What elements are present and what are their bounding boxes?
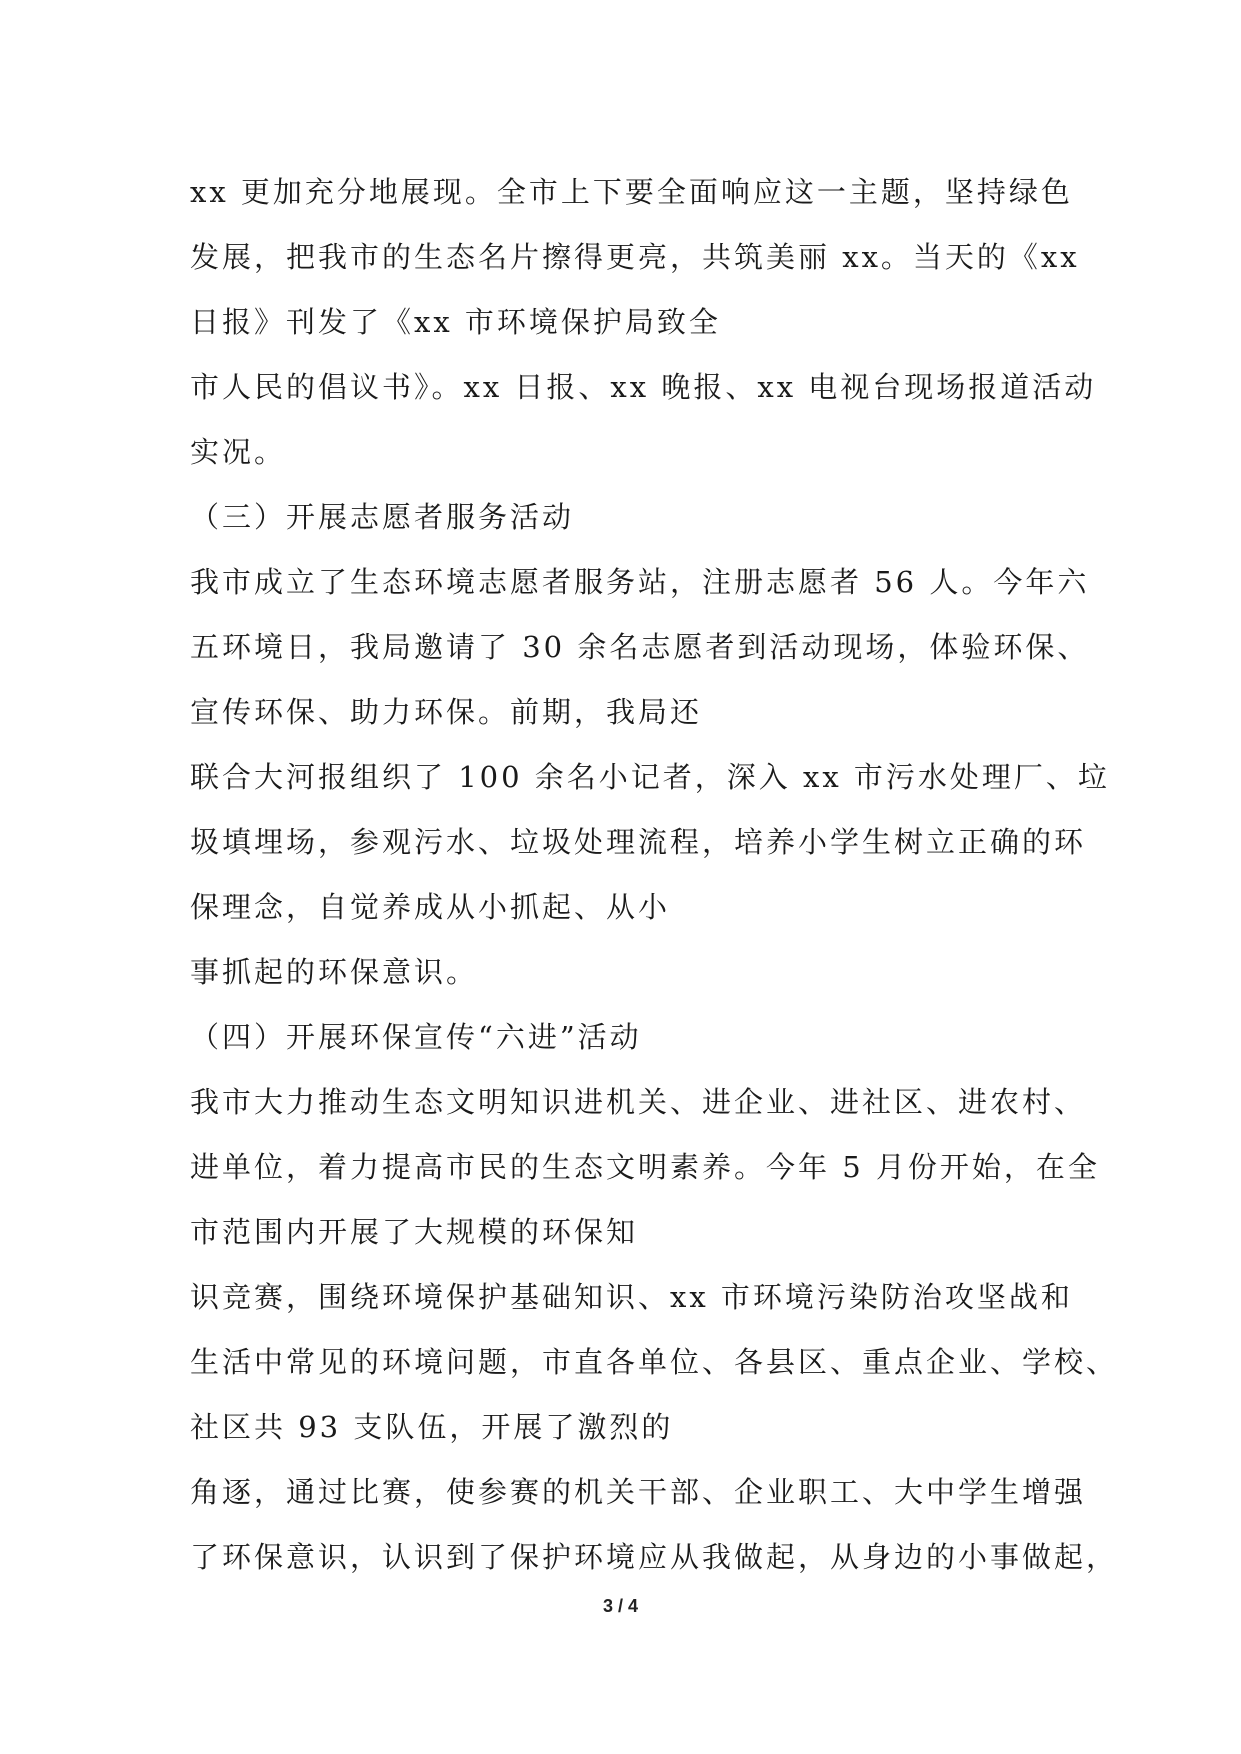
text-line: xx 更加充分地展现。全市上下要全面响应这一主题，坚持绿色 (190, 175, 1073, 209)
text-line: 识竞赛，围绕环境保护基础知识、xx 市环境污染防治攻坚战和 (190, 1280, 1073, 1314)
text-line: 进单位，着力提高市民的生态文明素养。今年 5 月份开始，在全 (190, 1150, 1100, 1184)
text-line: 日报》刊发了《xx 市环境保护局致全 (190, 305, 721, 339)
text-line: 我市大力推动生态文明知识进机关、进企业、进社区、进农村、 (190, 1085, 1087, 1119)
text-line: 事抓起的环保意识。 (190, 955, 479, 989)
text-line: 保理念，自觉养成从小抓起、从小 (190, 890, 671, 924)
text-line: 生活中常见的环境问题，市直各单位、各县区、重点企业、学校、 (190, 1345, 1119, 1379)
text-line: 实况。 (190, 435, 287, 469)
text-line: 发展，把我市的生态名片擦得更亮，共筑美丽 xx。当天的《xx (190, 240, 1080, 274)
text-line: 宣传环保、助力环保。前期，我局还 (190, 695, 703, 729)
section-heading: （三）开展志愿者服务活动 (190, 500, 575, 534)
text-line: 角逐，通过比赛，使参赛的机关干部、企业职工、大中学生增强 (190, 1475, 1087, 1509)
body-text (190, 160, 1119, 1590)
text-line: 五环境日，我局邀请了 30 余名志愿者到活动现场，体验环保、 (190, 630, 1090, 664)
text-line: 社区共 93 支队伍，开展了激烈的 (190, 1410, 674, 1444)
text-line: 市范围内开展了大规模的环保知 (190, 1215, 639, 1249)
text-line: 我市成立了生态环境志愿者服务站，注册志愿者 56 人。今年六 (190, 565, 1090, 599)
section-heading: （四）开展环保宣传“六进”活动 (190, 1020, 642, 1054)
page-number: 3 / 4 (602, 1596, 639, 1616)
text-line: 联合大河报组织了 100 余名小记者，深入 xx 市污水处理厂、垃 (190, 760, 1110, 794)
text-line: 市人民的倡议书》。xx 日报、xx 晚报、xx 电视台现场报道活动 (190, 370, 1097, 404)
text-line: 了环保意识，认识到了保护环境应从我做起，从身边的小事做起， (190, 1540, 1119, 1574)
text-line: 圾填埋场，参观污水、垃圾处理流程，培养小学生树立正确的环 (190, 825, 1087, 859)
